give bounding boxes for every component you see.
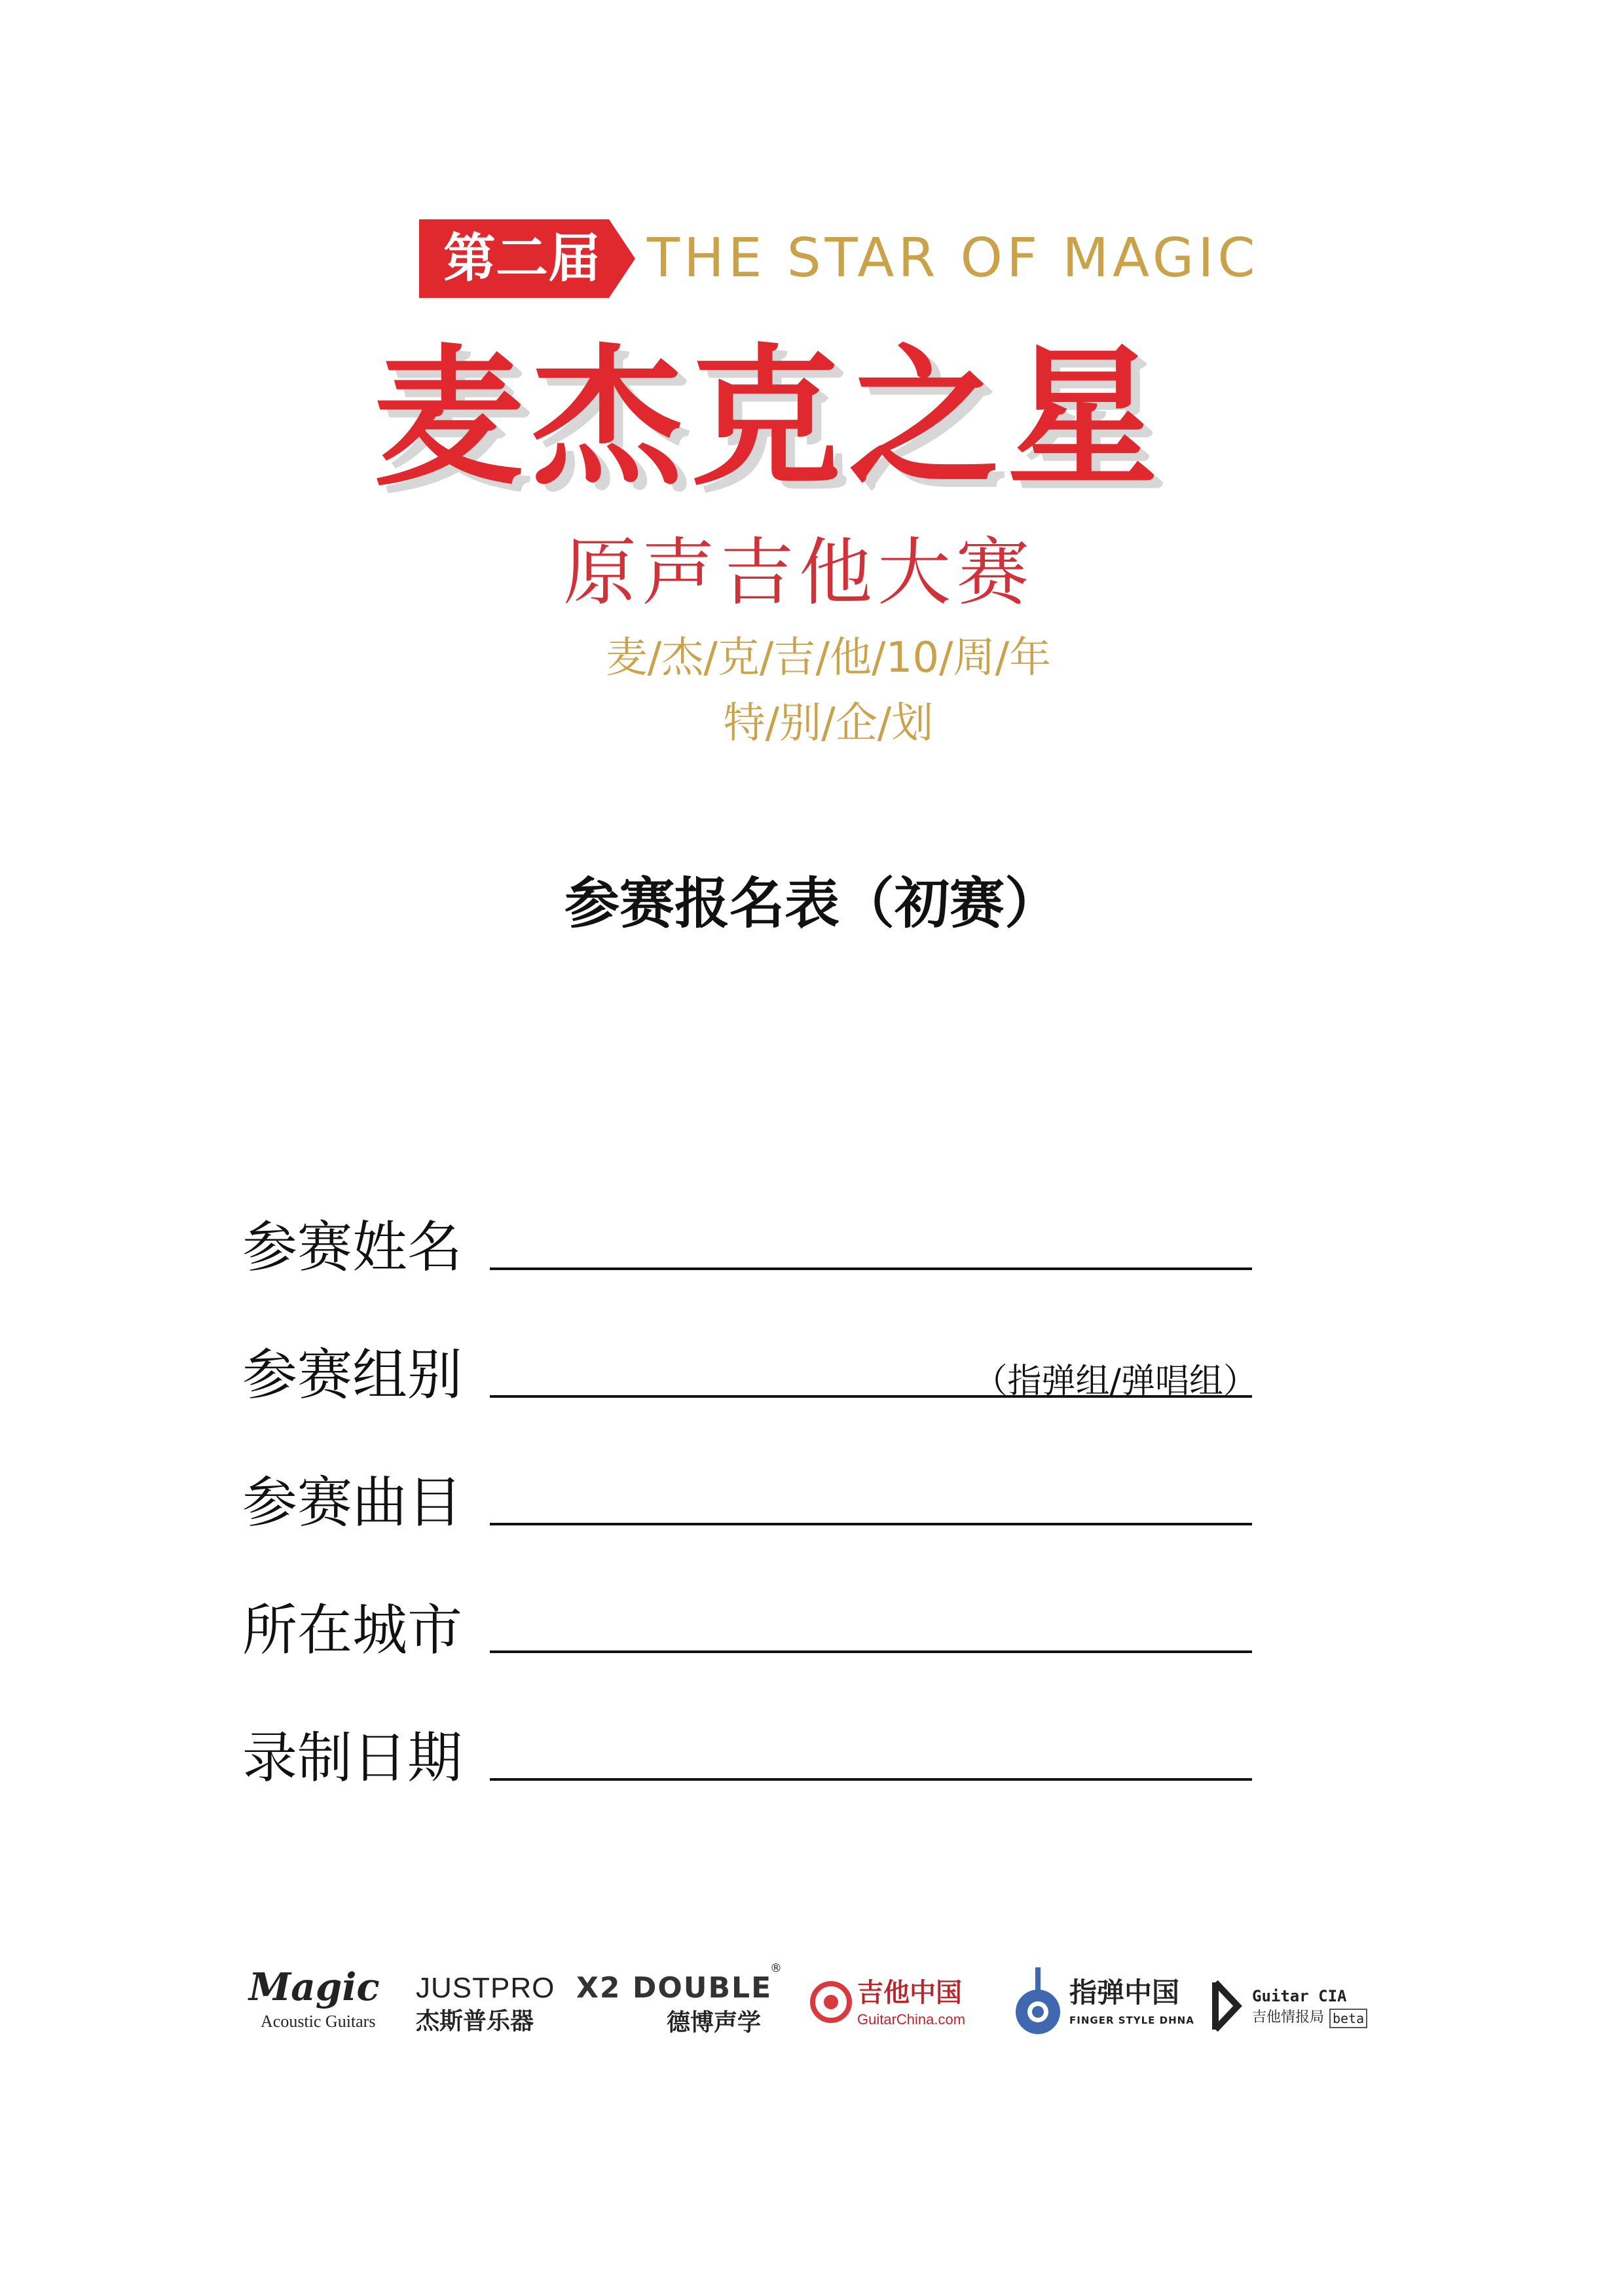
edition-label: 第二届 (443, 228, 600, 289)
edition-badge (419, 219, 635, 298)
guitar-cia-logo-name: Guitar CIA (1252, 1987, 1347, 2005)
anniversary-line-2: 特/别/企/划 (723, 699, 934, 748)
sponsor-logo-bar (249, 1958, 1375, 2056)
field-label-city: 所在城市 (242, 1598, 463, 1662)
group-hint: （指弹组/弹唱组） (973, 1362, 1257, 1401)
double-logo-name: X2 DOUBLE (576, 1971, 773, 2005)
tagline: THE STAR OF MAGIC (647, 227, 1259, 289)
field-label-name: 参赛姓名 (242, 1215, 463, 1279)
field-label-date: 录制日期 (242, 1726, 463, 1790)
fingerstyle-china-logo-sub: FINGER STYLE DHNA (1069, 2014, 1194, 2026)
guitarchina-icon (809, 1976, 855, 2028)
double-registered-mark: ® (770, 1961, 782, 1975)
fingerstyle-china-logo-name: 指弹中国 (1069, 1977, 1180, 2009)
field-row-song (242, 1460, 1264, 1545)
field-label-song: 参赛曲目 (242, 1470, 463, 1535)
anniversary-line-1: 麦/杰/克/吉/他/10/周/年 (605, 634, 1052, 682)
field-row-city (242, 1588, 1264, 1673)
form-title: 参赛报名表（初赛） (564, 871, 1060, 936)
magic-logo (249, 1958, 386, 2056)
song-input-line[interactable] (490, 1523, 1252, 1525)
field-row-name (242, 1205, 1264, 1290)
competition-title: 麦杰克之星 (373, 331, 1166, 506)
field-label-group: 参赛组别 (242, 1343, 463, 1407)
city-input-line[interactable] (490, 1650, 1252, 1653)
fingerstyle-china-logo (1012, 1958, 1208, 2056)
guitar-cia-logo (1211, 1958, 1375, 2056)
guitarchina-logo (809, 1958, 979, 2056)
date-input-line[interactable] (490, 1778, 1252, 1781)
competition-subtitle: 原声吉他大赛 (563, 530, 1035, 615)
play-icon (1211, 1980, 1244, 2032)
justpro-logo (416, 1958, 566, 2056)
magic-logo-sub: Acoustic Guitars (261, 2012, 376, 2031)
field-row-date (242, 1715, 1264, 1800)
justpro-logo-name: JUSTPRO (416, 1972, 555, 2004)
guitar-headstock-icon (1012, 1967, 1064, 2039)
beta-badge: beta (1329, 2009, 1367, 2028)
double-logo (576, 1958, 799, 2056)
double-logo-sub: 德博声学 (667, 2009, 762, 2036)
guitar-cia-logo-sub: 吉他情报局 (1252, 2009, 1325, 2026)
name-input-line[interactable] (490, 1267, 1252, 1270)
justpro-logo-sub: 杰斯普乐器 (416, 2008, 534, 2035)
magic-logo-name: Magic (249, 1965, 380, 2009)
field-row-group (242, 1332, 1264, 1417)
guitarchina-logo-sub: GuitarChina.com (857, 2011, 966, 2028)
guitarchina-logo-name: 吉他中国 (857, 1978, 962, 2008)
